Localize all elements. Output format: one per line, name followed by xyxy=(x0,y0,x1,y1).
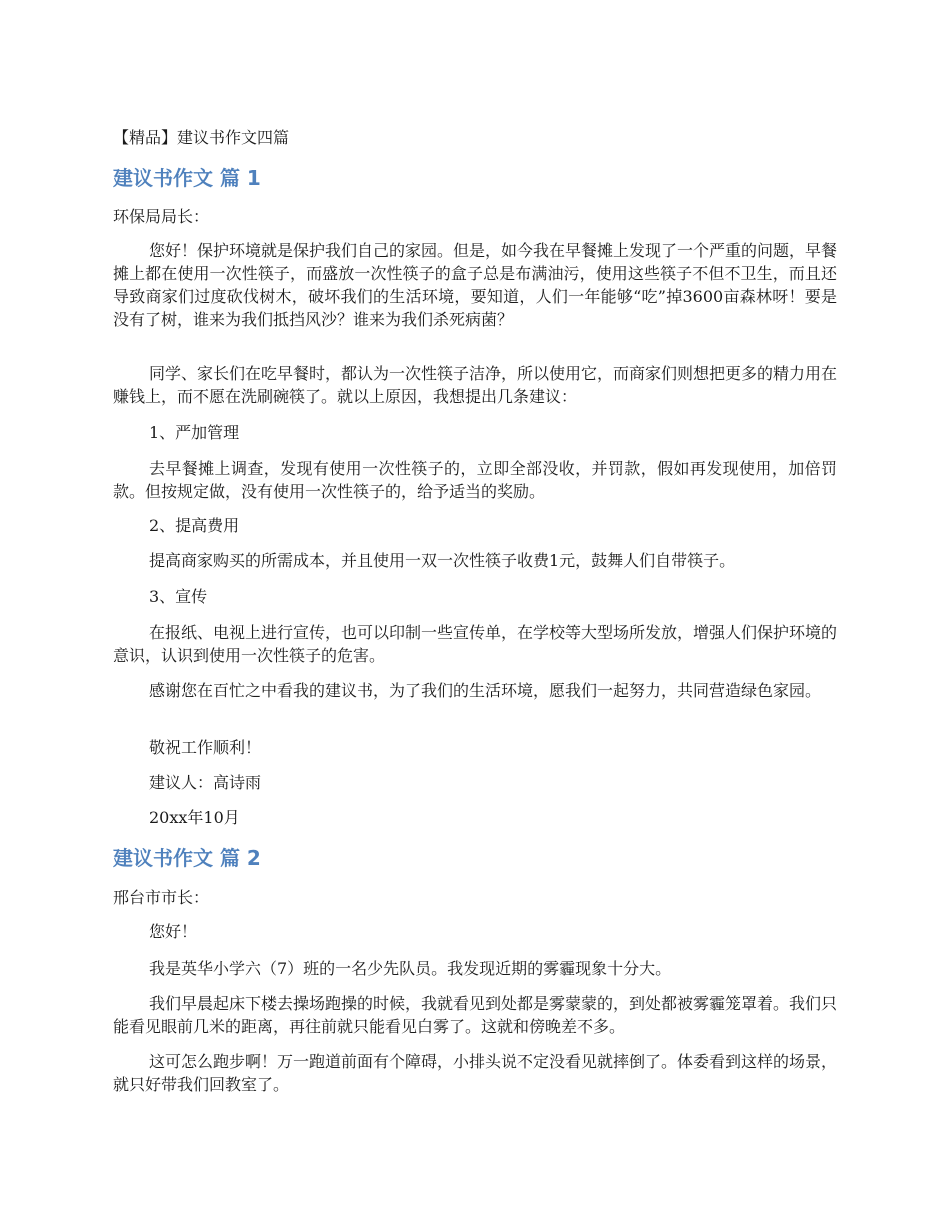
document-title: 【精品】建议书作文四篇 xyxy=(113,128,290,147)
greeting-line: 您好！ xyxy=(149,922,198,941)
paragraph: 提高商家购买的所需成本，并且使用一双一次性筷子收费1元，鼓舞人们自带筷子。 xyxy=(149,551,736,570)
section-1-heading: 建议书作文 篇 1 xyxy=(113,166,261,190)
section-2-salutation: 邢台市市长： xyxy=(113,888,210,907)
closing-line: 敬祝工作顺利！ xyxy=(149,738,262,757)
paragraph: 在报纸、电视上进行宣传，也可以印制一些宣传单，在学校等大型场所发放，增强人们保护环境的意识，认识到使用一次性筷子的危害。 xyxy=(113,623,838,665)
signature-line: 建议人：高诗雨 xyxy=(149,773,262,792)
suggestion-heading: 3、宣传 xyxy=(149,587,208,606)
paragraph: 感谢您在百忙之中看我的建议书，为了我们的生活环境，愿我们一起努力，共同营造绿色家园。 xyxy=(149,681,822,700)
section-1-salutation: 环保局局长： xyxy=(113,207,210,226)
section-2-heading: 建议书作文 篇 2 xyxy=(113,846,261,870)
paragraph: 这可怎么跑步啊！万一跑道前面有个障碍，小排头说不定没看见就摔倒了。体委看到这样的场景，就只好带我们回教室了。 xyxy=(113,1052,838,1094)
paragraph: 同学、家长们在吃早餐时，都认为一次性筷子洁净，所以使用它，而商家们则想把更多的精力用在赚钱上，而不愿在洗刷碗筷了。就以上原因，我想提出几条建议： xyxy=(113,364,838,406)
paragraph: 您好！保护环境就是保护我们自己的家园。但是，如今我在早餐摊上发现了一个严重的问题，早餐摊上都在使用一次性筷子，而盛放一次性筷子的盒子总是布满油污，使用这些筷子不但不卫生，而且还导致商家们过度砍伐树木，破坏我们的生活环境，要知道，人们一年能够“吃”掉3600亩森林呀！要是没有了树，谁来为我们抵挡风沙？谁来为我们杀死病菌？ xyxy=(113,241,838,329)
paragraph: 我是英华小学六（7）班的一名少先队员。我发现近期的雾霾现象十分大。 xyxy=(149,959,672,978)
date-line: 20xx年10月 xyxy=(149,808,240,827)
suggestion-heading: 2、提高费用 xyxy=(149,516,240,535)
paragraph: 我们早晨起床下楼去操场跑操的时候，我就看见到处都是雾蒙蒙的，到处都被雾霾笼罩着。我们只能看见眼前几米的距离，再往前就只能看见白雾了。这就和傍晚差不多。 xyxy=(113,994,838,1036)
paragraph: 去早餐摊上调查，发现有使用一次性筷子的，立即全部没收，并罚款，假如再发现使用，加倍罚款。但按规定做，没有使用一次性筷子的，给予适当的奖励。 xyxy=(113,459,837,501)
suggestion-heading: 1、严加管理 xyxy=(149,423,240,442)
